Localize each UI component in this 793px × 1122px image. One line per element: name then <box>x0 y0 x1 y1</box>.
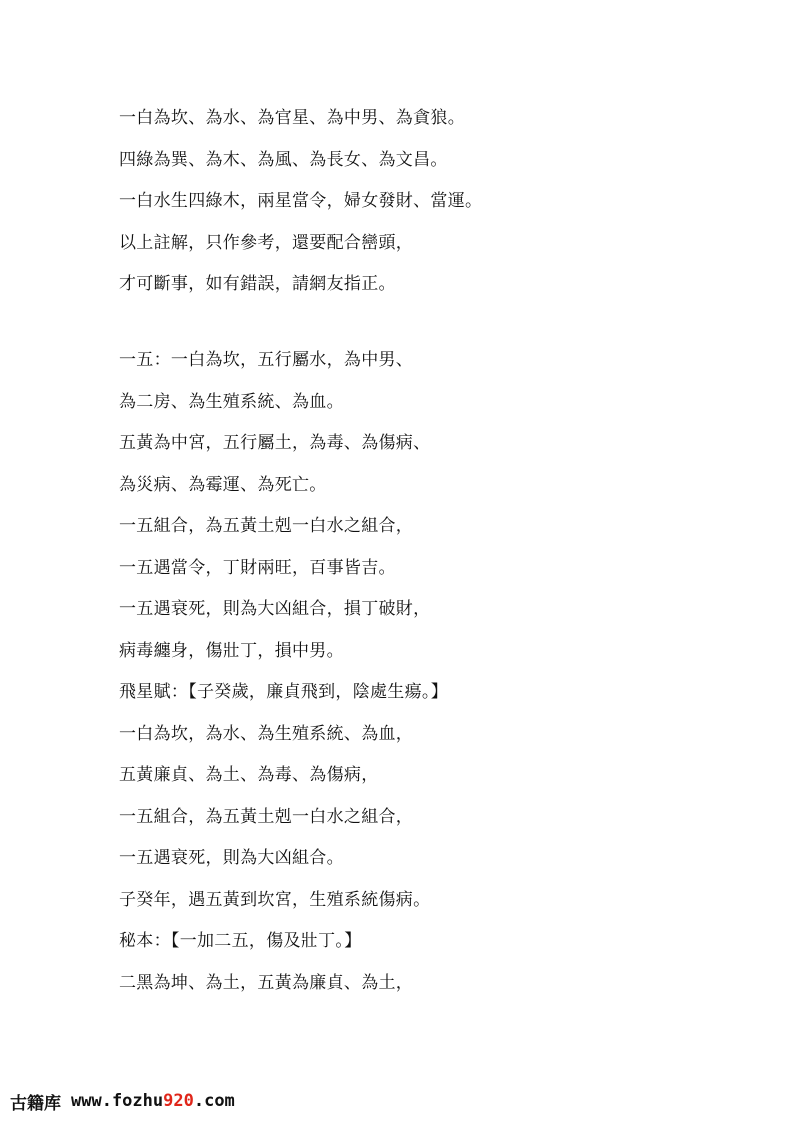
footer-url <box>71 1091 235 1111</box>
text-line: 四綠為巽、為木、為風、為長女、為文昌。 <box>119 149 448 170</box>
text-line: 一五：一白為坎，五行屬水，為中男、 <box>119 350 414 370</box>
text-line: 五黃廉貞、為土、為毒、為傷病， <box>119 765 379 785</box>
text-line: 一五遇衰死，則為大凶組合，損丁破財， <box>119 599 431 619</box>
text-line: 一白為坎，為水、為生殖系統、為血， <box>119 723 414 744</box>
text-line: 為災病、為霉運、為死亡。 <box>119 474 327 495</box>
text-line: 才可斷事，如有錯誤，請網友指正。 <box>119 274 396 294</box>
footer-url-suffix: .com <box>193 1091 235 1111</box>
watermark-footer <box>10 1088 235 1114</box>
paragraph-trigram-notes <box>119 104 739 312</box>
text-line: 一五組合，為五黃土剋一白水之組合， <box>119 516 414 536</box>
footer-url-prefix: www.fozhu <box>71 1091 164 1111</box>
paragraph-one-five-combination <box>119 346 739 1010</box>
text-line: 飛星賦：【子癸歲，廉貞飛到，陰處生瘍。】 <box>119 682 448 702</box>
text-line: 子癸年，遇五黃到坎宮，生殖系統傷病。 <box>119 889 431 910</box>
text-line: 以上註解，只作參考，還要配合巒頭， <box>119 232 414 253</box>
text-line: 病毒纏身，傷壯丁，損中男。 <box>119 640 344 661</box>
footer-url-highlight: 920 <box>163 1091 194 1111</box>
text-line: 一白為坎、為水、為官星、為中男、為貪狼。 <box>119 108 465 128</box>
text-line: 一五遇衰死，則為大凶組合。 <box>119 848 344 868</box>
text-line: 秘本：【一加二五，傷及壯丁。】 <box>119 931 362 951</box>
footer-brand: 古籍库 <box>10 1093 61 1114</box>
text-line: 一五遇當令，丁財兩旺，百事皆吉。 <box>119 557 396 578</box>
text-line: 一五組合，為五黃土剋一白水之組合， <box>119 806 414 827</box>
text-line: 一白水生四綠木，兩星當令，婦女發財、當運。 <box>119 191 483 211</box>
text-line: 為二房、為生殖系統、為血。 <box>119 391 344 412</box>
text-line: 五黃為中宮，五行屬土，為毒、為傷病、 <box>119 433 431 453</box>
text-line: 二黑為坤、為土，五黃為廉貞、為土， <box>119 972 414 993</box>
